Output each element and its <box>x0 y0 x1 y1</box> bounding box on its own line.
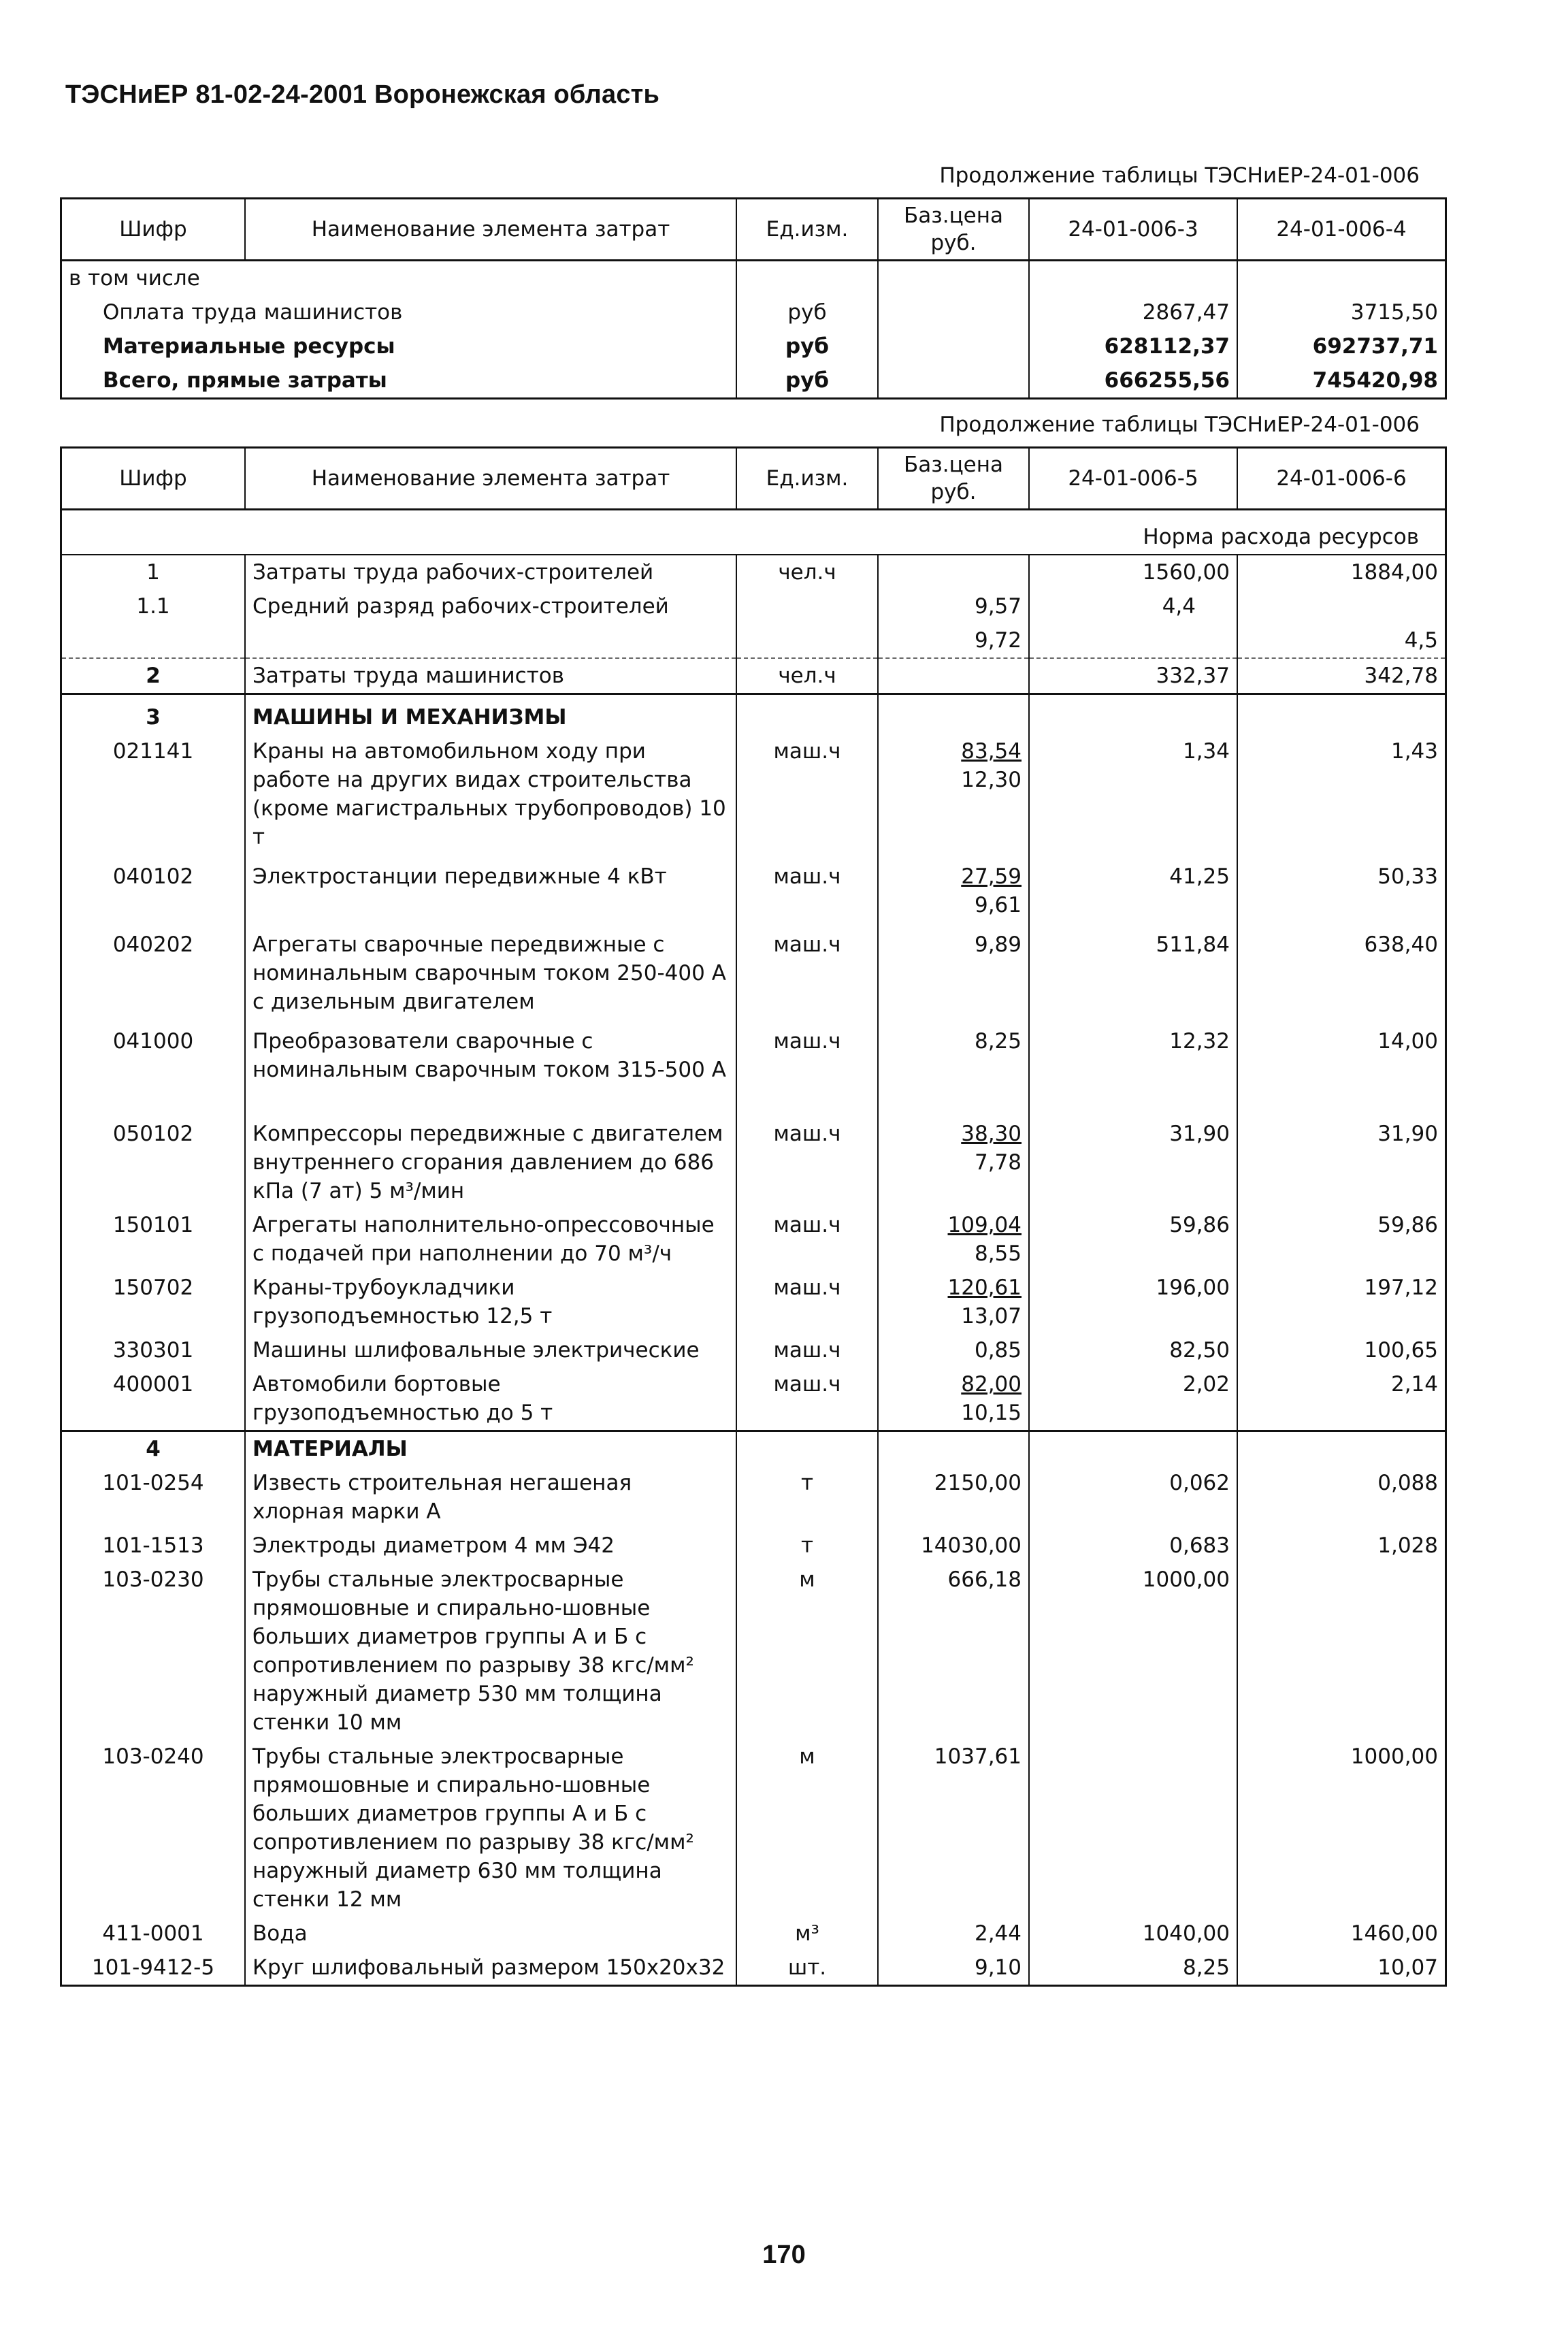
row-unit: м³ <box>736 1917 878 1951</box>
row-price: 2,44 <box>878 1917 1029 1951</box>
table-row <box>61 329 1446 363</box>
row-unit: маш.ч <box>736 1208 878 1271</box>
row-val-1 <box>1029 1740 1237 1917</box>
row-val-2: 1000,00 <box>1237 1740 1446 1917</box>
row-code: 040102 <box>61 854 246 922</box>
row-price: 38,30 7,78 <box>878 1117 1029 1208</box>
section-title: МАТЕРИАЛЫ <box>245 1431 736 1467</box>
row-price: 2150,00 <box>878 1466 1029 1529</box>
norm-label: Норма расхода ресурсов <box>61 510 1446 555</box>
row-val-1: 332,37 <box>1029 658 1237 694</box>
row-name: Электроды диаметром 4 мм Э42 <box>245 1529 736 1563</box>
col-price: Баз.цена руб. <box>878 448 1029 510</box>
row-code: 101-9412-5 <box>61 1951 246 1986</box>
row-val-2: 342,78 <box>1237 658 1446 694</box>
row-val-1: 1560,00 <box>1029 555 1237 589</box>
row-price: 9,10 <box>878 1951 1029 1986</box>
row-val-1: 2867,47 <box>1029 295 1237 329</box>
table-row <box>61 1917 1446 1951</box>
row-name: Круг шлифовальный размером 150х20х32 <box>245 1951 736 1986</box>
row-price: 14030,00 <box>878 1529 1029 1563</box>
table-row <box>61 363 1446 399</box>
row-unit: маш.ч <box>736 1117 878 1208</box>
col-code: Шифр <box>61 448 246 510</box>
row-code: 021141 <box>61 734 246 854</box>
row-code: 1 <box>61 555 246 589</box>
section-code: 3 <box>61 694 246 735</box>
row-price: 109,04 8,55 <box>878 1208 1029 1271</box>
row-code: 150702 <box>61 1271 246 1333</box>
row-val-2: 59,86 <box>1237 1208 1446 1271</box>
row-val-2: 31,90 <box>1237 1117 1446 1208</box>
row-val-1: 0,683 <box>1029 1529 1237 1563</box>
row-code: 411-0001 <box>61 1917 246 1951</box>
row-val-2: 1,028 <box>1237 1529 1446 1563</box>
row-code: 103-0230 <box>61 1563 246 1740</box>
page-title: ТЭСНиЕР 81-02-24-2001 Воронежская область <box>65 80 660 109</box>
row-val-1: 2,02 <box>1029 1367 1237 1431</box>
row-code <box>61 623 246 658</box>
table-row <box>61 1563 1446 1740</box>
row-val-1: 59,86 <box>1029 1208 1237 1271</box>
table-row <box>61 1367 1446 1431</box>
row-name: Затраты труда рабочих-строителей <box>245 555 736 589</box>
col-val-2: 24-01-006-4 <box>1237 199 1446 261</box>
row-code: 330301 <box>61 1333 246 1367</box>
row-code: 050102 <box>61 1117 246 1208</box>
row-code: 103-0240 <box>61 1740 246 1917</box>
summary-table <box>60 197 1447 400</box>
norm-row <box>61 510 1446 555</box>
row-val-2: 4,5 <box>1237 623 1446 658</box>
row-val-1: 8,25 <box>1029 1951 1237 1986</box>
row-price <box>878 295 1029 329</box>
row-price <box>878 329 1029 363</box>
row-name: Агрегаты сварочные передвижные с номинальным сварочным током 250-400 А с дизельным двигателем <box>245 922 736 1019</box>
col-name: Наименование элемента затрат <box>245 448 736 510</box>
row-unit: чел.ч <box>736 555 878 589</box>
row-val-2: 50,33 <box>1237 854 1446 922</box>
row-price: 0,85 <box>878 1333 1029 1367</box>
row-price: 82,00 10,15 <box>878 1367 1029 1431</box>
row-price: 120,61 13,07 <box>878 1271 1029 1333</box>
row-val-2: 197,12 <box>1237 1271 1446 1333</box>
table2-caption: Продолжение таблицы ТЭСНиЕР-24-01-006 <box>939 412 1420 437</box>
row-name: Оплата труда машинистов <box>61 295 737 329</box>
row-price: 9,89 <box>878 922 1029 1019</box>
table-row <box>61 658 1446 694</box>
row-val-2: 1460,00 <box>1237 1917 1446 1951</box>
row-name: Всего, прямые затраты <box>61 363 737 399</box>
row-unit: руб <box>736 329 878 363</box>
row-val-2: 0,088 <box>1237 1466 1446 1529</box>
row-val-1: 0,062 <box>1029 1466 1237 1529</box>
table-row <box>61 555 1446 589</box>
col-val-1: 24-01-006-5 <box>1029 448 1237 510</box>
row-price <box>878 261 1029 296</box>
row-val-1 <box>1029 261 1237 296</box>
row-name <box>245 623 736 658</box>
section-row <box>61 1431 1446 1467</box>
row-val-2: 745420,98 <box>1237 363 1446 399</box>
row-price: 666,18 <box>878 1563 1029 1740</box>
row-val-1: 1,34 <box>1029 734 1237 854</box>
row-price: 1037,61 <box>878 1740 1029 1917</box>
table-row <box>61 1019 1446 1117</box>
row-unit: шт. <box>736 1951 878 1986</box>
row-val-2: 692737,71 <box>1237 329 1446 363</box>
table-row <box>61 922 1446 1019</box>
row-name: Агрегаты наполнительно-опрессовочные с подачей при наполнении до 70 м³/ч <box>245 1208 736 1271</box>
row-unit: т <box>736 1529 878 1563</box>
row-val-2: 2,14 <box>1237 1367 1446 1431</box>
table-header-row <box>61 448 1446 510</box>
col-val-1: 24-01-006-3 <box>1029 199 1237 261</box>
row-price: 9,57 <box>878 589 1029 623</box>
col-code: Шифр <box>61 199 246 261</box>
row-val-1: 4,4 <box>1029 589 1237 623</box>
table-row <box>61 734 1446 854</box>
row-name: Трубы стальные электросварные прямошовные и спирально-шовные больших диаметров группы А и Б с сопротивлением по разрыву 38 кгс/мм² наружный диаметр 530 мм толщина стенки 10 мм <box>245 1563 736 1740</box>
row-code: 041000 <box>61 1019 246 1117</box>
table-row <box>61 1529 1446 1563</box>
table-row <box>61 261 1446 296</box>
row-code: 150101 <box>61 1208 246 1271</box>
row-val-2: 100,65 <box>1237 1333 1446 1367</box>
section-row <box>61 694 1446 735</box>
section-title: МАШИНЫ И МЕХАНИЗМЫ <box>245 694 736 735</box>
table-row <box>61 1951 1446 1986</box>
row-val-1: 12,32 <box>1029 1019 1237 1117</box>
row-name: Краны на автомобильном ходу при работе на других видах строительства (кроме магистральных трубопроводов) 10 т <box>245 734 736 854</box>
table-row <box>61 1466 1446 1529</box>
row-unit: м <box>736 1563 878 1740</box>
row-unit: маш.ч <box>736 1333 878 1367</box>
row-val-1: 31,90 <box>1029 1117 1237 1208</box>
row-val-1: 196,00 <box>1029 1271 1237 1333</box>
row-unit <box>736 261 878 296</box>
row-name: Компрессоры передвижные с двигателем внутреннего сгорания давлением до 686 кПа (7 ат) 5 м³/мин <box>245 1117 736 1208</box>
row-unit: м <box>736 1740 878 1917</box>
resource-table <box>60 446 1447 1987</box>
page-number: 170 <box>762 2241 806 2269</box>
row-name: Машины шлифовальные электрические <box>245 1333 736 1367</box>
row-unit <box>736 623 878 658</box>
col-val-2: 24-01-006-6 <box>1237 448 1446 510</box>
row-val-1: 666255,56 <box>1029 363 1237 399</box>
row-val-2 <box>1237 589 1446 623</box>
row-val-2: 638,40 <box>1237 922 1446 1019</box>
row-code: 2 <box>61 658 246 694</box>
row-val-1: 82,50 <box>1029 1333 1237 1367</box>
row-val-1: 1040,00 <box>1029 1917 1237 1951</box>
row-name: Средний разряд рабочих-строителей <box>245 589 736 623</box>
row-val-2 <box>1237 261 1446 296</box>
row-name: в том числе <box>61 261 737 296</box>
table-row <box>61 1117 1446 1208</box>
row-unit: маш.ч <box>736 854 878 922</box>
row-price: 9,72 <box>878 623 1029 658</box>
table-row <box>61 1333 1446 1367</box>
table1-caption: Продолжение таблицы ТЭСНиЕР-24-01-006 <box>939 163 1420 188</box>
table-row <box>61 589 1446 623</box>
row-unit: маш.ч <box>736 734 878 854</box>
row-val-2: 1,43 <box>1237 734 1446 854</box>
row-val-2: 10,07 <box>1237 1951 1446 1986</box>
row-price <box>878 363 1029 399</box>
row-code: 1.1 <box>61 589 246 623</box>
table-row <box>61 1208 1446 1271</box>
table-row <box>61 295 1446 329</box>
row-val-1 <box>1029 623 1237 658</box>
row-price: 8,25 <box>878 1019 1029 1117</box>
row-name: Электростанции передвижные 4 кВт <box>245 854 736 922</box>
row-val-2: 3715,50 <box>1237 295 1446 329</box>
col-unit: Ед.изм. <box>736 448 878 510</box>
row-val-1: 628112,37 <box>1029 329 1237 363</box>
row-price: 27,59 9,61 <box>878 854 1029 922</box>
row-unit: маш.ч <box>736 1367 878 1431</box>
table-row <box>61 623 1446 658</box>
row-name: Преобразователи сварочные с номинальным сварочным током 315-500 А <box>245 1019 736 1117</box>
row-price <box>878 658 1029 694</box>
row-name: Материальные ресурсы <box>61 329 737 363</box>
row-val-1: 511,84 <box>1029 922 1237 1019</box>
row-code: 400001 <box>61 1367 246 1431</box>
section-code: 4 <box>61 1431 246 1467</box>
table-header-row <box>61 199 1446 261</box>
row-unit: маш.ч <box>736 922 878 1019</box>
table-row <box>61 854 1446 922</box>
row-name: Трубы стальные электросварные прямошовные и спирально-шовные больших диаметров группы А и Б с сопротивлением по разрыву 38 кгс/мм² наружный диаметр 630 мм толщина стенки 12 мм <box>245 1740 736 1917</box>
row-unit: руб <box>736 363 878 399</box>
table-row <box>61 1740 1446 1917</box>
row-val-2: 14,00 <box>1237 1019 1446 1117</box>
row-code: 040202 <box>61 922 246 1019</box>
row-val-2 <box>1237 1563 1446 1740</box>
table-row <box>61 1271 1446 1333</box>
row-val-2: 1884,00 <box>1237 555 1446 589</box>
row-val-1: 1000,00 <box>1029 1563 1237 1740</box>
row-unit: чел.ч <box>736 658 878 694</box>
row-val-1: 41,25 <box>1029 854 1237 922</box>
row-name: Затраты труда машинистов <box>245 658 736 694</box>
col-name: Наименование элемента затрат <box>245 199 736 261</box>
row-name: Вода <box>245 1917 736 1951</box>
row-name: Автомобили бортовые грузоподъемностью до 5 т <box>245 1367 736 1431</box>
row-name: Известь строительная негашеная хлорная марки А <box>245 1466 736 1529</box>
row-name: Краны-трубоукладчики грузоподъемностью 12,5 т <box>245 1271 736 1333</box>
row-unit: маш.ч <box>736 1019 878 1117</box>
row-unit: т <box>736 1466 878 1529</box>
row-unit <box>736 589 878 623</box>
col-price: Баз.цена руб. <box>878 199 1029 261</box>
row-code: 101-1513 <box>61 1529 246 1563</box>
row-code: 101-0254 <box>61 1466 246 1529</box>
col-unit: Ед.изм. <box>736 199 878 261</box>
row-price <box>878 555 1029 589</box>
row-price: 83,54 12,30 <box>878 734 1029 854</box>
row-unit: маш.ч <box>736 1271 878 1333</box>
row-unit: руб <box>736 295 878 329</box>
